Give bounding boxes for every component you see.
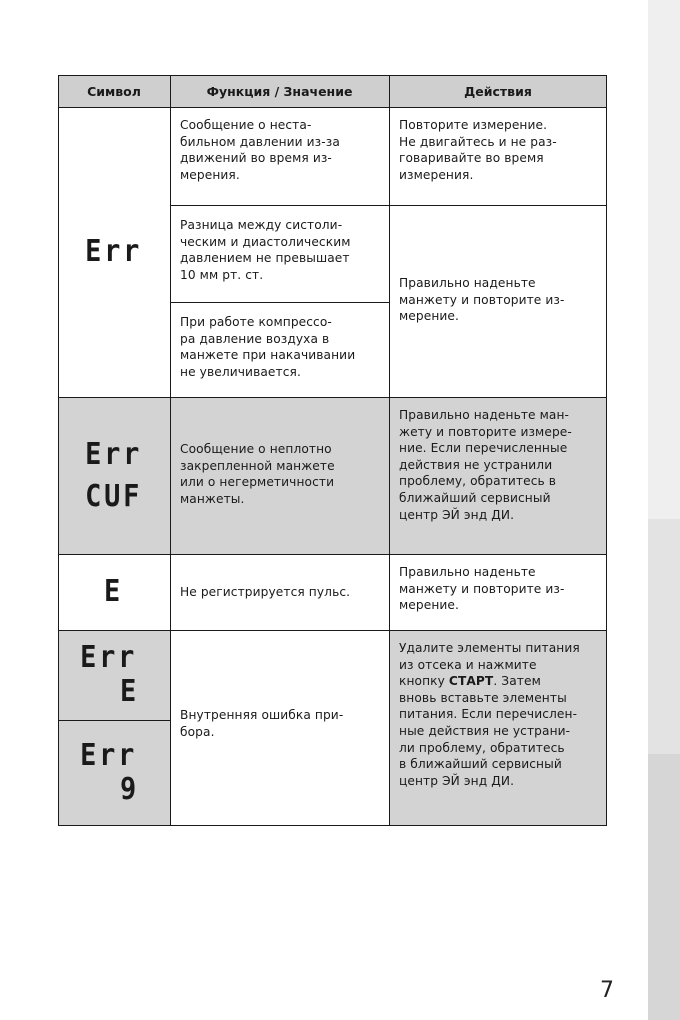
symbol-e-text: E [104,574,124,609]
symbol-err-e [58,630,170,720]
action-repeat-measurement: Повторите измерение. Не двигайтесь и не раз- говаривайте во время измерения. [399,118,557,182]
table-border-top [58,75,607,76]
symbol-err-9-line1: Err [79,738,137,773]
row-divider [58,554,607,555]
symbol-err-cuf-line2: CUF [85,478,143,514]
function-loose-cuff: Сообщение о неплотно закрепленной манжете или о негерметичности манжеты. [180,442,335,506]
symbol-err-9 [58,720,170,826]
table-border-left [58,75,59,826]
symbol-err-cuf [58,397,170,554]
column-divider [170,75,171,826]
page-number: 7 [600,978,614,1003]
row-divider [58,630,607,631]
error-codes-table [58,75,607,826]
row-divider [170,302,389,303]
side-section-tab [648,519,680,754]
function-internal-error: Внутренняя ошибка при- бора. [180,708,344,739]
side-section-tab-lower [648,754,680,1020]
header-function: Функция / Значение [170,75,389,107]
symbol-err [58,107,170,397]
action-loose-cuff: Правильно наденьте ман- жету и повторите измере- ние. Если перечисленные действия не устранили проблему, обратитесь в ближайший сервисный центр ЭЙ энд ДИ. [399,408,572,522]
function-unstable-pressure: Сообщение о неста- бильном давлении из-за движений во время из- мерения. [180,118,340,182]
row-divider [58,397,607,398]
header-divider [58,107,607,108]
symbol-err-e-line2: E [119,674,139,709]
function-compressor: При работе компрессо- ра давление воздуха в манжете при накачивании не увеличивается. [180,315,356,379]
start-keyword: СТАРТ [448,674,494,689]
table-border-bottom [58,825,607,826]
header-actions: Действия [389,75,607,107]
table-border-right [606,75,607,826]
function-pressure-difference: Разница между систоли- ческим и диастолическим давлением не превышает 10 мм рт. ст. [180,218,351,282]
symbol-err-cuf-line1: Err [85,436,143,472]
action-no-pulse: Правильно наденьте манжету и повторите из- мерение. [399,565,565,613]
action-refit-cuff: Правильно наденьте манжету и повторите из- мерение. [399,276,565,324]
header-symbol: Символ [58,75,170,107]
row-divider [58,720,170,721]
action-internal-error: Удалите элементы питания из отсека и нажмите кнопку СТАРТ. Затем вновь вставьте элементы питания. Если перечислен- ные действия не устрани- ли проблему, обратитесь в ближайший сервисный центр ЭЙ энд ДИ. [399,641,580,788]
column-divider [389,75,390,826]
function-no-pulse: Не регистрируется пульс. [180,585,351,599]
symbol-e [58,554,170,630]
symbol-err-text: Err [85,234,143,269]
symbol-err-9-line2: 9 [119,772,139,807]
symbol-err-e-line1: Err [79,640,137,675]
